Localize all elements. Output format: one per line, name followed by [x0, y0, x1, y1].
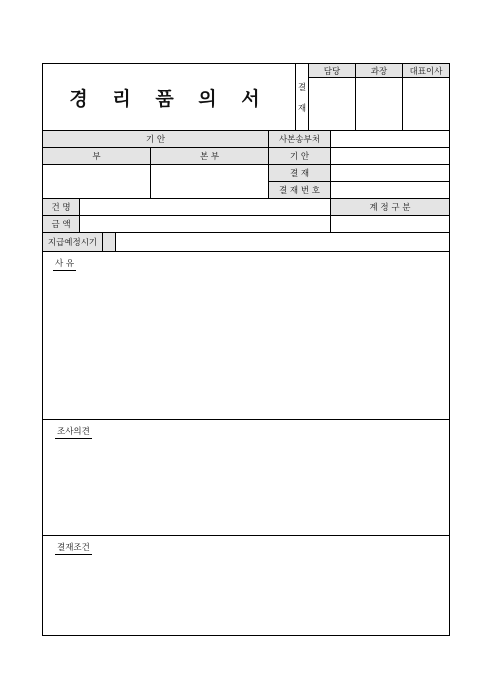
approval-col-staff: 담당	[309, 64, 356, 78]
approval-col-manager: 과장	[356, 64, 403, 78]
approval-conditions-label: 결재조건	[57, 543, 90, 553]
approval-label-top: 결	[297, 82, 307, 93]
reason-label: 사 유	[55, 259, 75, 269]
item-name-label: 건 명	[43, 198, 80, 215]
form-title: 경 리 품 의 서	[69, 87, 269, 110]
dept-field[interactable]	[43, 164, 151, 198]
division-field[interactable]	[151, 164, 269, 198]
approval-col-ceo: 대표이사	[403, 64, 449, 78]
expense-request-form	[42, 63, 450, 636]
sign-box-staff[interactable]	[309, 78, 356, 130]
approval-number-label: 결 재 번 호	[269, 181, 331, 198]
approval-conditions-section[interactable]	[43, 536, 449, 635]
item-name-field[interactable]	[80, 198, 331, 215]
approval-number-field[interactable]	[331, 181, 449, 198]
account-type-label: 계 정 구 분	[331, 198, 449, 215]
draft-label: 기 안	[269, 147, 331, 164]
amount-label: 금 액	[43, 215, 80, 232]
approval-label	[295, 64, 309, 130]
payment-date-marker	[103, 232, 116, 252]
copy-to-field[interactable]	[331, 130, 449, 147]
survey-opinion-section[interactable]	[43, 420, 449, 536]
division-header: 본 부	[151, 147, 269, 164]
dept-header: 부	[43, 147, 151, 164]
payment-date-label: 지급예정시기	[43, 232, 103, 252]
sign-box-manager[interactable]	[356, 78, 403, 130]
approval-label-bottom: 재	[297, 103, 307, 114]
approval-date-field[interactable]	[331, 164, 449, 181]
approval-date-label: 결 재	[269, 164, 331, 181]
account-type-field[interactable]	[331, 215, 449, 232]
reason-section[interactable]	[43, 252, 449, 420]
draft-header: 기 안	[43, 130, 269, 147]
survey-opinion-label: 조사의견	[57, 427, 90, 437]
copy-to-label: 사본송부처	[269, 130, 331, 147]
sign-box-ceo[interactable]	[403, 78, 449, 130]
amount-field[interactable]	[80, 215, 331, 232]
draft-field[interactable]	[331, 147, 449, 164]
payment-date-field[interactable]	[116, 232, 449, 252]
